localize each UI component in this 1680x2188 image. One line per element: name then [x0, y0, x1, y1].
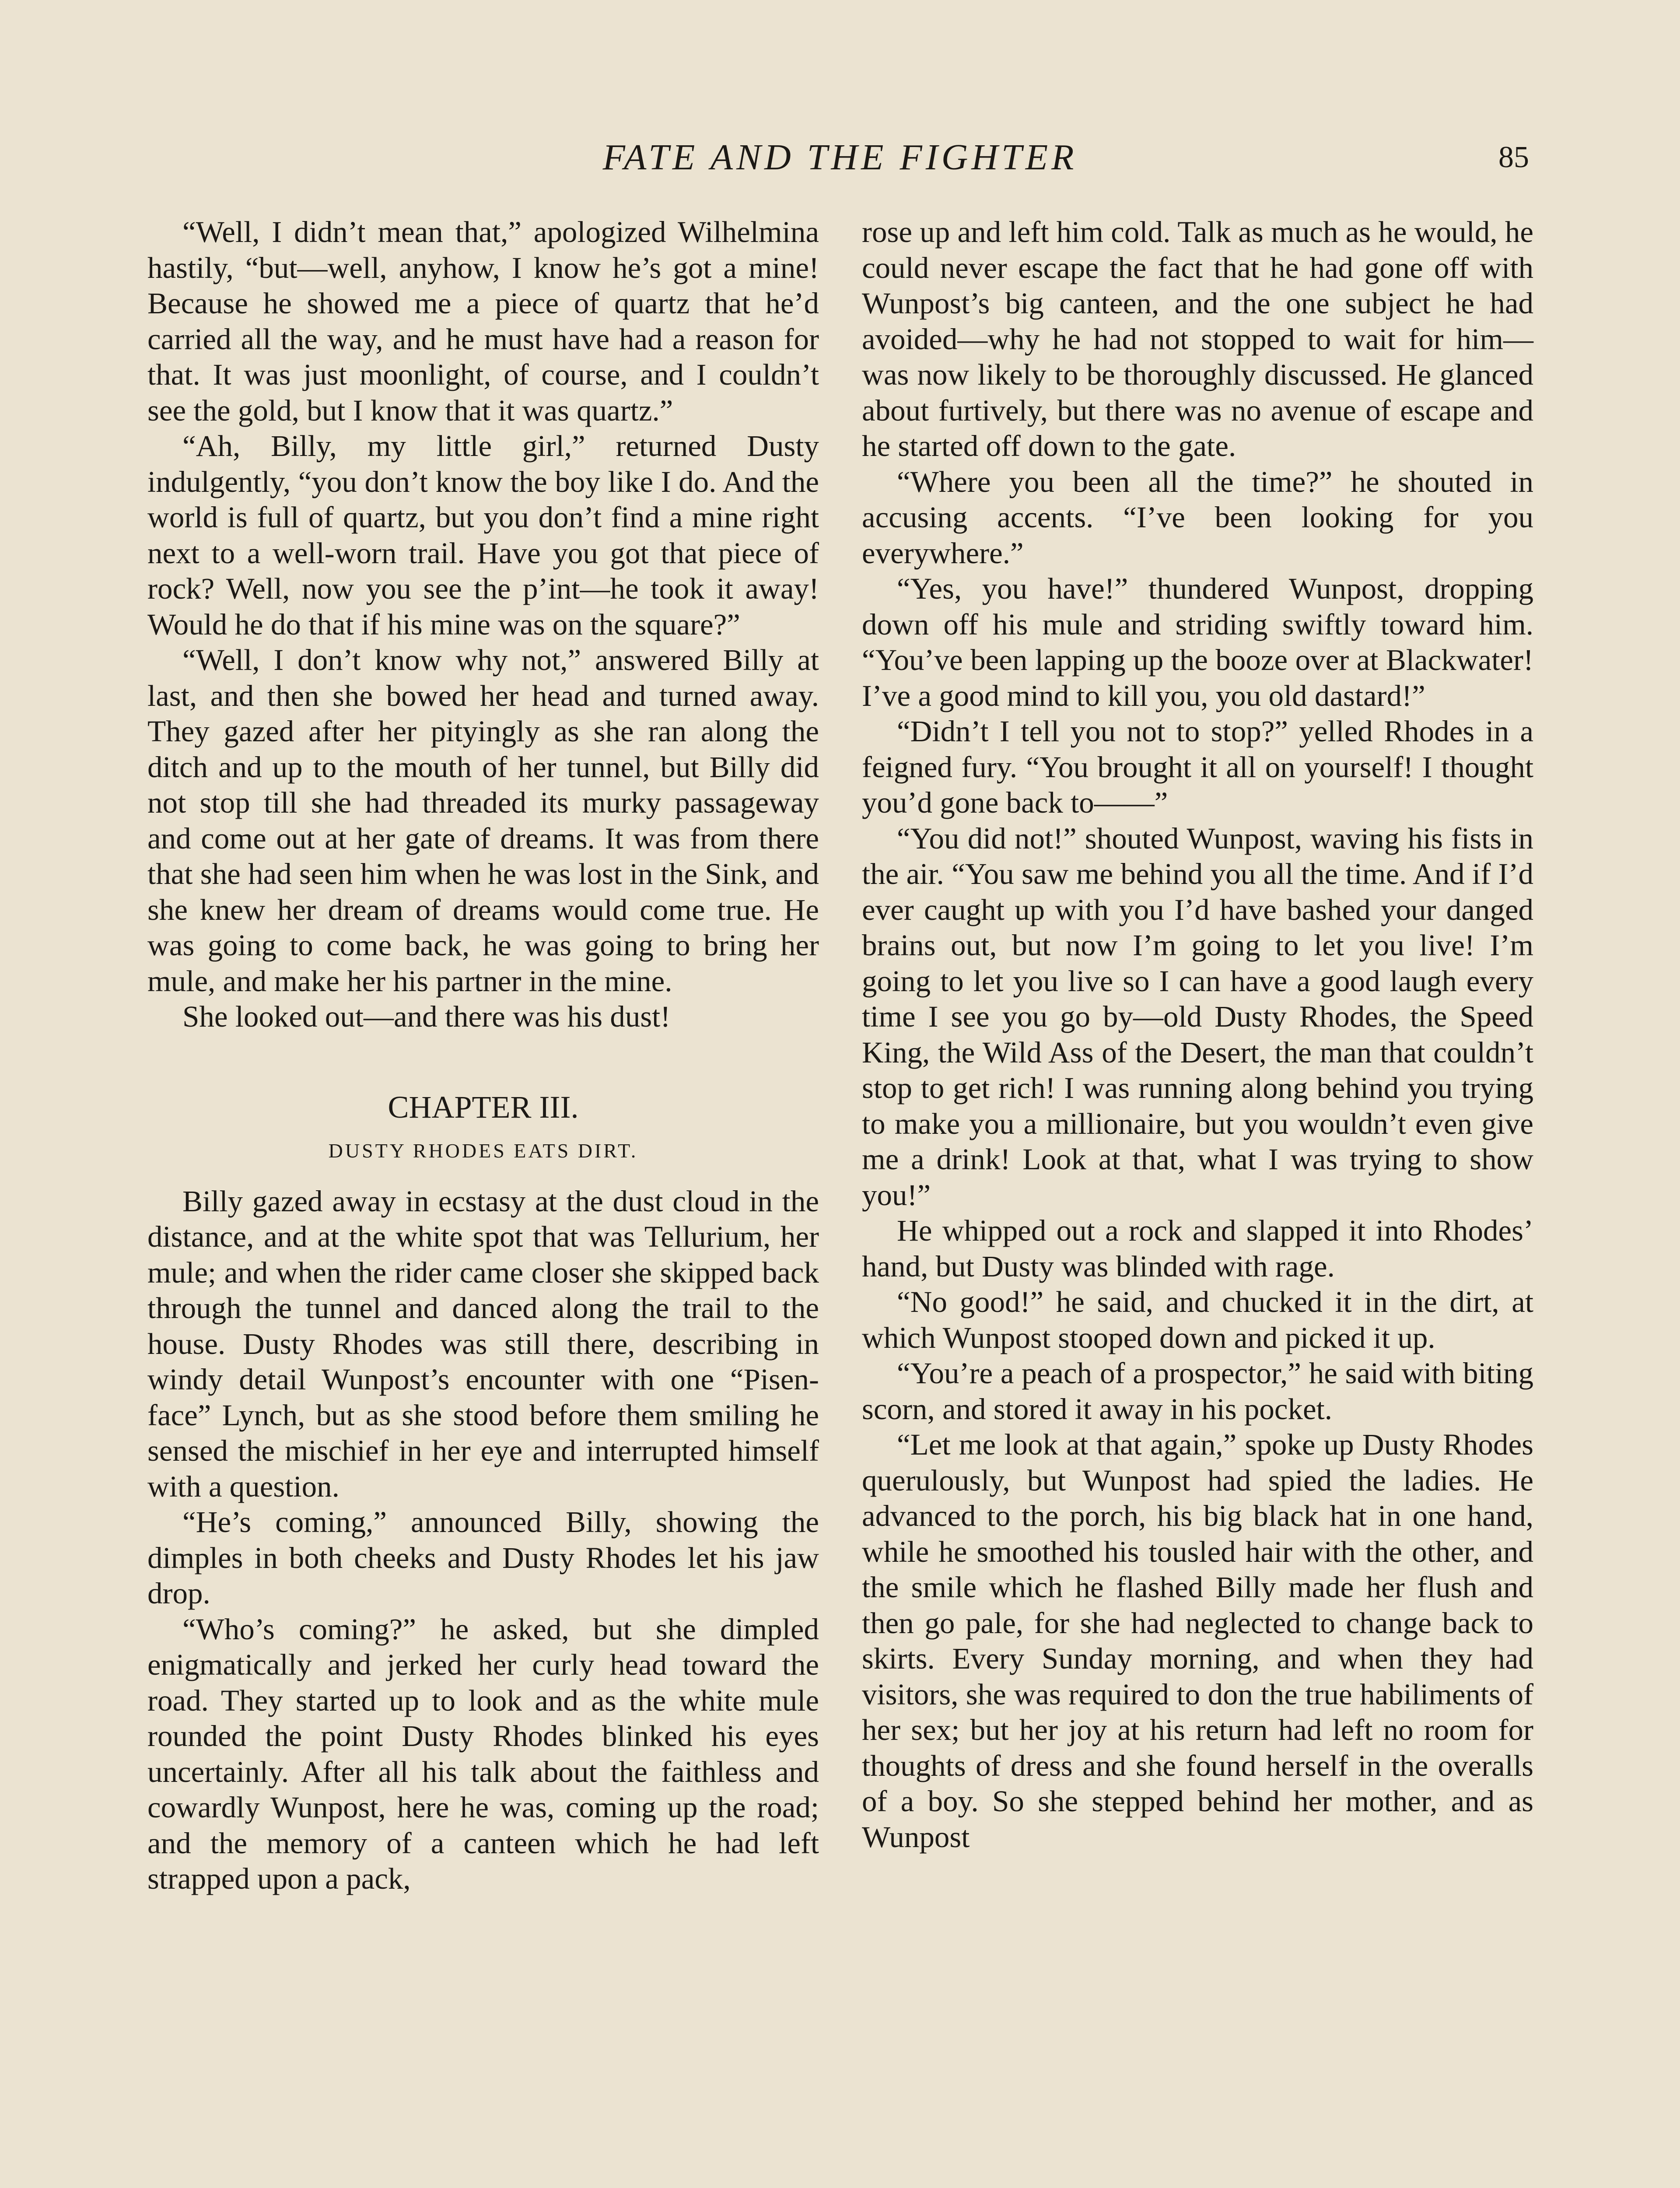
paragraph: rose up and left him cold. Talk as much as he would, he could never escape the fact that he had gone off with Wunpost’s big canteen, and the one subject he had avoided—why he had not stopped to wait for him—was now likely to be thoroughly discussed. He glanced about furtively, but there was no avenue of escape and he started off down to the gate.: [862, 215, 1533, 463]
paragraph: “Well, I didn’t mean that,” apologized Wilhelmina hastily, “but—well, anyhow, I know he’s got a mine! Because he showed me a piece of quartz that he’d carried all the way, and he must have had a reason for that. It was just moonlight, of course, and I couldn’t see the gold, but I know that it was quartz.”: [147, 215, 819, 427]
running-head: FATE AND THE FIGHTER: [602, 137, 1078, 178]
paragraph: “Who’s coming?” he asked, but she dimpled enigmatically and jerked her curly head toward the road. They started up to look and as the white mule rounded the point Dusty Rhodes blinked his eyes uncertainly. After all his talk about the faithless and cowardly Wunpost, here he was, coming up the road; and the memory of a canteen which he had left strapped upon a pack,: [147, 1612, 819, 1895]
paragraph: “Yes, you have!” thundered Wunpost, dropping down off his mule and striding swiftly toward him. “You’ve been lapping up the booze over at Blackwater! I’ve a good mind to kill you, you old dastard!”: [862, 572, 1533, 712]
paragraph: “Let me look at that again,” spoke up Dusty Rhodes querulously, but Wunpost had spied the ladies. He advanced to the porch, his big black hat in one hand, while he smoothed his tousled hair with the other, and the smile which he flashed Billy made her flush and then go pale, for she had neglected to change back to skirts. Every Sunday morning, and when they had visitors, she was required to don the true habiliments of her sex; but her joy at his return had left no room for thoughts of dress and she found herself in the overalls of a boy. So she stepped behind her mother, and as Wunpost: [862, 1428, 1533, 1854]
paragraph: “Didn’t I tell you not to stop?” yelled Rhodes in a feigned fury. “You brought it all on yourself! I thought you’d gone back to——”: [862, 715, 1533, 819]
chapter-title: DUSTY RHODES EATS DIRT.: [328, 1139, 638, 1162]
paragraph: “He’s coming,” announced Billy, showing the dimples in both cheeks and Dusty Rhodes let his jaw drop.: [147, 1505, 819, 1610]
page-number: 85: [1498, 140, 1529, 174]
paragraph: She looked out—and there was his dust!: [182, 1000, 671, 1033]
paragraph: He whipped out a rock and slapped it into Rhodes’ hand, but Dusty was blinded with rage.: [862, 1214, 1533, 1283]
left-column: [147, 214, 819, 1897]
paragraph: “You’re a peach of a prospector,” he said with biting scorn, and stored it away in his pocket.: [862, 1357, 1533, 1426]
page-header: [0, 131, 1680, 184]
paragraph: “Ah, Billy, my little girl,” returned Dusty indulgently, “you don’t know the boy like I do. And the world is full of quartz, but you don’t find a mine right next to a well-worn trail. Have you got that piece of rock? Well, now you see the p’int—he took it away! Would he do that if his mine was on the square?”: [147, 429, 819, 641]
paragraph: “Well, I don’t know why not,” answered Billy at last, and then she bowed her head and turned away. They gazed after her pityingly as she ran along the ditch and up to the mouth of her tunnel, but Billy did not stop till she had threaded its murky passageway and come out at her gate of dreams. It was from there that she had seen him when he was lost in the Sink, and she knew her dream of dreams would come true. He was going to come back, he was going to bring her mule, and make her his partner in the mine.: [147, 643, 819, 998]
chapter-number: CHAPTER III.: [388, 1089, 579, 1125]
right-column: [862, 214, 1533, 1855]
paragraph: “You did not!” shouted Wunpost, waving his fists in the air. “You saw me behind you all the time. And if I’d ever caught up with you I’d have bashed your danged brains out, but now I’m going to let you live! I’m going to let you live so I can have a good laugh every time I see you go by—old Dusty Rhodes, the Speed King, the Wild Ass of the Desert, the man that couldn’t stop to get rich! I was running along behind you trying to make you a millionaire, but you wouldn’t even give me a drink! Look at that, what I was trying to show you!”: [862, 821, 1533, 1212]
paragraph: Billy gazed away in ecstasy at the dust cloud in the distance, and at the white spot that was Tellurium, her mule; and when the rider came closer she skipped back through the tunnel and danced along the trail to the house. Dusty Rhodes was still there, describing in windy detail Wunpost’s encounter with one “Pisen-face” Lynch, but as she stood before them smiling he sensed the mischief in her eye and interrupted himself with a question.: [147, 1184, 819, 1503]
paragraph: “No good!” he said, and chucked it in the dirt, at which Wunpost stooped down and picked it up.: [862, 1285, 1533, 1354]
paragraph: “Where you been all the time?” he shouted in accusing accents. “I’ve been looking for you everywhere.”: [862, 465, 1533, 570]
